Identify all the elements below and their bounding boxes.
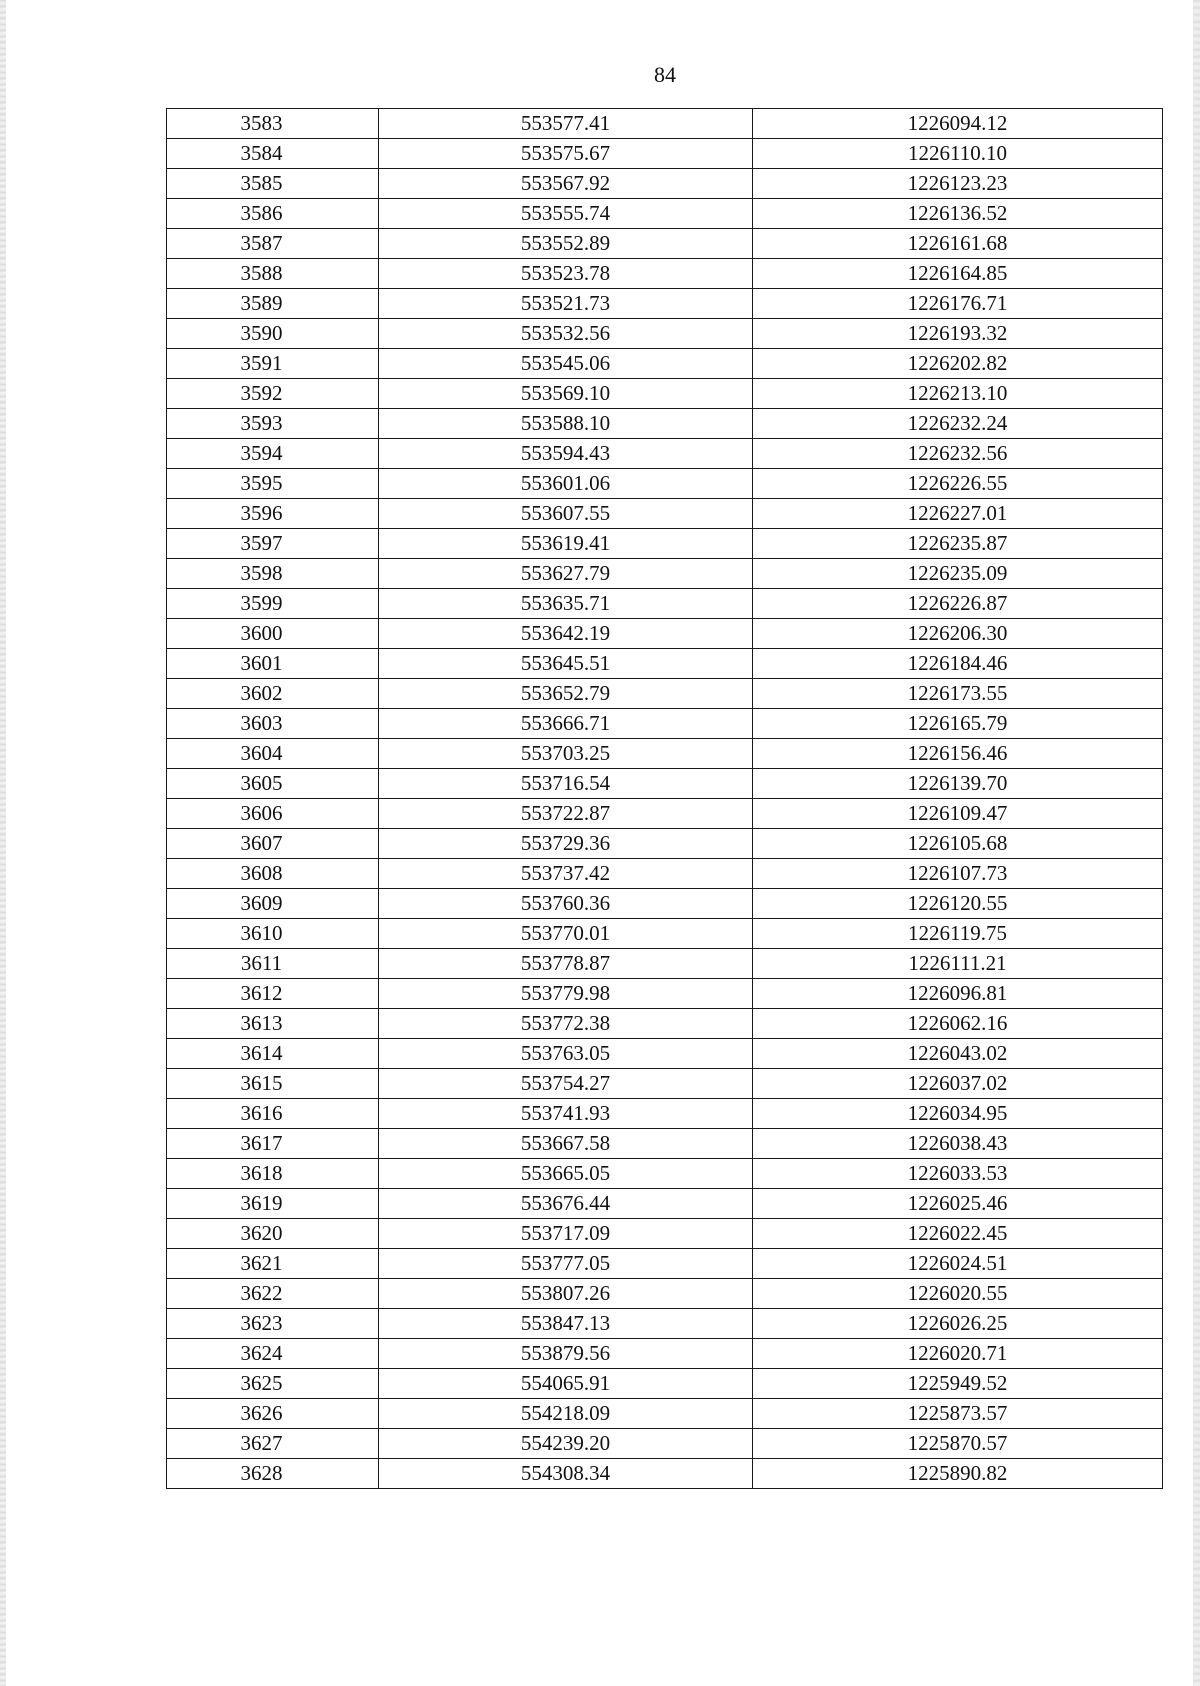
x-coordinate-cell: 553879.56 <box>379 1339 753 1369</box>
y-coordinate-cell: 1226164.85 <box>753 259 1163 289</box>
y-coordinate-cell: 1226176.71 <box>753 289 1163 319</box>
point-number-cell: 3593 <box>167 409 379 439</box>
table-row <box>167 499 1163 529</box>
table-row <box>167 229 1163 259</box>
x-coordinate-cell: 553521.73 <box>379 289 753 319</box>
x-coordinate-cell: 553588.10 <box>379 409 753 439</box>
y-coordinate-cell: 1226193.32 <box>753 319 1163 349</box>
point-number-cell: 3625 <box>167 1369 379 1399</box>
table-row <box>167 1099 1163 1129</box>
point-number-cell: 3588 <box>167 259 379 289</box>
x-coordinate-cell: 553635.71 <box>379 589 753 619</box>
y-coordinate-cell: 1226136.52 <box>753 199 1163 229</box>
y-coordinate-cell: 1226161.68 <box>753 229 1163 259</box>
point-number-cell: 3614 <box>167 1039 379 1069</box>
table-row <box>167 1069 1163 1099</box>
point-number-cell: 3589 <box>167 289 379 319</box>
table-row <box>167 409 1163 439</box>
y-coordinate-cell: 1226110.10 <box>753 139 1163 169</box>
table-row <box>167 109 1163 139</box>
y-coordinate-cell: 1226184.46 <box>753 649 1163 679</box>
point-number-cell: 3587 <box>167 229 379 259</box>
point-number-cell: 3597 <box>167 529 379 559</box>
x-coordinate-cell: 553737.42 <box>379 859 753 889</box>
y-coordinate-cell: 1225890.82 <box>753 1459 1163 1489</box>
point-number-cell: 3624 <box>167 1339 379 1369</box>
x-coordinate-cell: 553545.06 <box>379 349 753 379</box>
point-number-cell: 3615 <box>167 1069 379 1099</box>
table-row <box>167 439 1163 469</box>
table-row <box>167 1249 1163 1279</box>
y-coordinate-cell: 1226043.02 <box>753 1039 1163 1069</box>
table-row <box>167 169 1163 199</box>
y-coordinate-cell: 1226096.81 <box>753 979 1163 1009</box>
y-coordinate-cell: 1226226.55 <box>753 469 1163 499</box>
y-coordinate-cell: 1226202.82 <box>753 349 1163 379</box>
point-number-cell: 3590 <box>167 319 379 349</box>
x-coordinate-cell: 553717.09 <box>379 1219 753 1249</box>
x-coordinate-cell: 553575.67 <box>379 139 753 169</box>
x-coordinate-cell: 553716.54 <box>379 769 753 799</box>
table-row <box>167 829 1163 859</box>
point-number-cell: 3594 <box>167 439 379 469</box>
x-coordinate-cell: 553555.74 <box>379 199 753 229</box>
point-number-cell: 3583 <box>167 109 379 139</box>
y-coordinate-cell: 1226165.79 <box>753 709 1163 739</box>
table-row <box>167 709 1163 739</box>
x-coordinate-cell: 553619.41 <box>379 529 753 559</box>
x-coordinate-cell: 553754.27 <box>379 1069 753 1099</box>
point-number-cell: 3599 <box>167 589 379 619</box>
table-row <box>167 349 1163 379</box>
point-number-cell: 3584 <box>167 139 379 169</box>
y-coordinate-cell: 1226156.46 <box>753 739 1163 769</box>
x-coordinate-cell: 553779.98 <box>379 979 753 1009</box>
point-number-cell: 3616 <box>167 1099 379 1129</box>
point-number-cell: 3585 <box>167 169 379 199</box>
table-row <box>167 1399 1163 1429</box>
y-coordinate-cell: 1226226.87 <box>753 589 1163 619</box>
table-row <box>167 649 1163 679</box>
point-number-cell: 3622 <box>167 1279 379 1309</box>
point-number-cell: 3610 <box>167 919 379 949</box>
scan-edge-right <box>1193 0 1200 1686</box>
table-row <box>167 319 1163 349</box>
x-coordinate-cell: 553552.89 <box>379 229 753 259</box>
table-row <box>167 619 1163 649</box>
y-coordinate-cell: 1226235.09 <box>753 559 1163 589</box>
table-row <box>167 1039 1163 1069</box>
y-coordinate-cell: 1226235.87 <box>753 529 1163 559</box>
y-coordinate-cell: 1226232.56 <box>753 439 1163 469</box>
point-number-cell: 3601 <box>167 649 379 679</box>
point-number-cell: 3602 <box>167 679 379 709</box>
x-coordinate-cell: 553523.78 <box>379 259 753 289</box>
x-coordinate-cell: 553667.58 <box>379 1129 753 1159</box>
point-number-cell: 3608 <box>167 859 379 889</box>
x-coordinate-cell: 553778.87 <box>379 949 753 979</box>
x-coordinate-cell: 553847.13 <box>379 1309 753 1339</box>
table-row <box>167 289 1163 319</box>
y-coordinate-cell: 1226213.10 <box>753 379 1163 409</box>
table-row <box>167 529 1163 559</box>
y-coordinate-cell: 1226033.53 <box>753 1159 1163 1189</box>
point-number-cell: 3611 <box>167 949 379 979</box>
x-coordinate-cell: 553729.36 <box>379 829 753 859</box>
y-coordinate-cell: 1226022.45 <box>753 1219 1163 1249</box>
y-coordinate-cell: 1226109.47 <box>753 799 1163 829</box>
table-row <box>167 859 1163 889</box>
coordinate-table <box>166 108 1163 1489</box>
table-row <box>167 739 1163 769</box>
y-coordinate-cell: 1226025.46 <box>753 1189 1163 1219</box>
y-coordinate-cell: 1226026.25 <box>753 1309 1163 1339</box>
point-number-cell: 3621 <box>167 1249 379 1279</box>
table-row <box>167 1309 1163 1339</box>
y-coordinate-cell: 1226062.16 <box>753 1009 1163 1039</box>
x-coordinate-cell: 554065.91 <box>379 1369 753 1399</box>
table-row <box>167 1369 1163 1399</box>
y-coordinate-cell: 1226024.51 <box>753 1249 1163 1279</box>
x-coordinate-cell: 553607.55 <box>379 499 753 529</box>
x-coordinate-cell: 553569.10 <box>379 379 753 409</box>
x-coordinate-cell: 553665.05 <box>379 1159 753 1189</box>
table-row <box>167 259 1163 289</box>
point-number-cell: 3603 <box>167 709 379 739</box>
point-number-cell: 3598 <box>167 559 379 589</box>
point-number-cell: 3591 <box>167 349 379 379</box>
x-coordinate-cell: 553772.38 <box>379 1009 753 1039</box>
point-number-cell: 3596 <box>167 499 379 529</box>
x-coordinate-cell: 553577.41 <box>379 109 753 139</box>
table-row <box>167 379 1163 409</box>
y-coordinate-cell: 1226038.43 <box>753 1129 1163 1159</box>
x-coordinate-cell: 553703.25 <box>379 739 753 769</box>
table-row <box>167 679 1163 709</box>
y-coordinate-cell: 1226034.95 <box>753 1099 1163 1129</box>
table-row <box>167 1339 1163 1369</box>
x-coordinate-cell: 553594.43 <box>379 439 753 469</box>
y-coordinate-cell: 1226173.55 <box>753 679 1163 709</box>
y-coordinate-cell: 1226227.01 <box>753 499 1163 529</box>
x-coordinate-cell: 553652.79 <box>379 679 753 709</box>
table-row <box>167 949 1163 979</box>
y-coordinate-cell: 1226206.30 <box>753 619 1163 649</box>
y-coordinate-cell: 1226020.71 <box>753 1339 1163 1369</box>
coordinate-table-body <box>167 109 1163 1489</box>
point-number-cell: 3620 <box>167 1219 379 1249</box>
y-coordinate-cell: 1225949.52 <box>753 1369 1163 1399</box>
table-row <box>167 769 1163 799</box>
point-number-cell: 3623 <box>167 1309 379 1339</box>
x-coordinate-cell: 553601.06 <box>379 469 753 499</box>
y-coordinate-cell: 1226139.70 <box>753 769 1163 799</box>
y-coordinate-cell: 1226107.73 <box>753 859 1163 889</box>
point-number-cell: 3592 <box>167 379 379 409</box>
table-row <box>167 919 1163 949</box>
point-number-cell: 3607 <box>167 829 379 859</box>
y-coordinate-cell: 1225873.57 <box>753 1399 1163 1429</box>
table-row <box>167 559 1163 589</box>
x-coordinate-cell: 553642.19 <box>379 619 753 649</box>
table-row <box>167 1219 1163 1249</box>
table-row <box>167 1159 1163 1189</box>
x-coordinate-cell: 553532.56 <box>379 319 753 349</box>
x-coordinate-cell: 553676.44 <box>379 1189 753 1219</box>
point-number-cell: 3627 <box>167 1429 379 1459</box>
y-coordinate-cell: 1226119.75 <box>753 919 1163 949</box>
point-number-cell: 3609 <box>167 889 379 919</box>
point-number-cell: 3618 <box>167 1159 379 1189</box>
point-number-cell: 3586 <box>167 199 379 229</box>
table-row <box>167 1459 1163 1489</box>
y-coordinate-cell: 1226123.23 <box>753 169 1163 199</box>
x-coordinate-cell: 553741.93 <box>379 1099 753 1129</box>
table-row <box>167 889 1163 919</box>
y-coordinate-cell: 1226037.02 <box>753 1069 1163 1099</box>
table-row <box>167 1129 1163 1159</box>
point-number-cell: 3605 <box>167 769 379 799</box>
x-coordinate-cell: 553627.79 <box>379 559 753 589</box>
x-coordinate-cell: 553770.01 <box>379 919 753 949</box>
x-coordinate-cell: 553567.92 <box>379 169 753 199</box>
x-coordinate-cell: 553645.51 <box>379 649 753 679</box>
table-row <box>167 139 1163 169</box>
x-coordinate-cell: 554239.20 <box>379 1429 753 1459</box>
x-coordinate-cell: 553760.36 <box>379 889 753 919</box>
table-row <box>167 979 1163 1009</box>
table-row <box>167 469 1163 499</box>
point-number-cell: 3612 <box>167 979 379 1009</box>
scan-edge-left <box>0 0 6 1686</box>
y-coordinate-cell: 1226105.68 <box>753 829 1163 859</box>
table-row <box>167 1009 1163 1039</box>
point-number-cell: 3613 <box>167 1009 379 1039</box>
point-number-cell: 3600 <box>167 619 379 649</box>
table-row <box>167 589 1163 619</box>
point-number-cell: 3628 <box>167 1459 379 1489</box>
table-row <box>167 199 1163 229</box>
point-number-cell: 3595 <box>167 469 379 499</box>
x-coordinate-cell: 553666.71 <box>379 709 753 739</box>
x-coordinate-cell: 553763.05 <box>379 1039 753 1069</box>
table-row <box>167 1279 1163 1309</box>
point-number-cell: 3604 <box>167 739 379 769</box>
page-number: 84 <box>654 62 676 87</box>
table-row <box>167 799 1163 829</box>
point-number-cell: 3606 <box>167 799 379 829</box>
x-coordinate-cell: 553777.05 <box>379 1249 753 1279</box>
x-coordinate-cell: 553807.26 <box>379 1279 753 1309</box>
point-number-cell: 3626 <box>167 1399 379 1429</box>
x-coordinate-cell: 554308.34 <box>379 1459 753 1489</box>
y-coordinate-cell: 1225870.57 <box>753 1429 1163 1459</box>
y-coordinate-cell: 1226120.55 <box>753 889 1163 919</box>
table-row <box>167 1429 1163 1459</box>
x-coordinate-cell: 554218.09 <box>379 1399 753 1429</box>
y-coordinate-cell: 1226232.24 <box>753 409 1163 439</box>
table-row <box>167 1189 1163 1219</box>
point-number-cell: 3619 <box>167 1189 379 1219</box>
point-number-cell: 3617 <box>167 1129 379 1159</box>
y-coordinate-cell: 1226111.21 <box>753 949 1163 979</box>
x-coordinate-cell: 553722.87 <box>379 799 753 829</box>
y-coordinate-cell: 1226020.55 <box>753 1279 1163 1309</box>
y-coordinate-cell: 1226094.12 <box>753 109 1163 139</box>
